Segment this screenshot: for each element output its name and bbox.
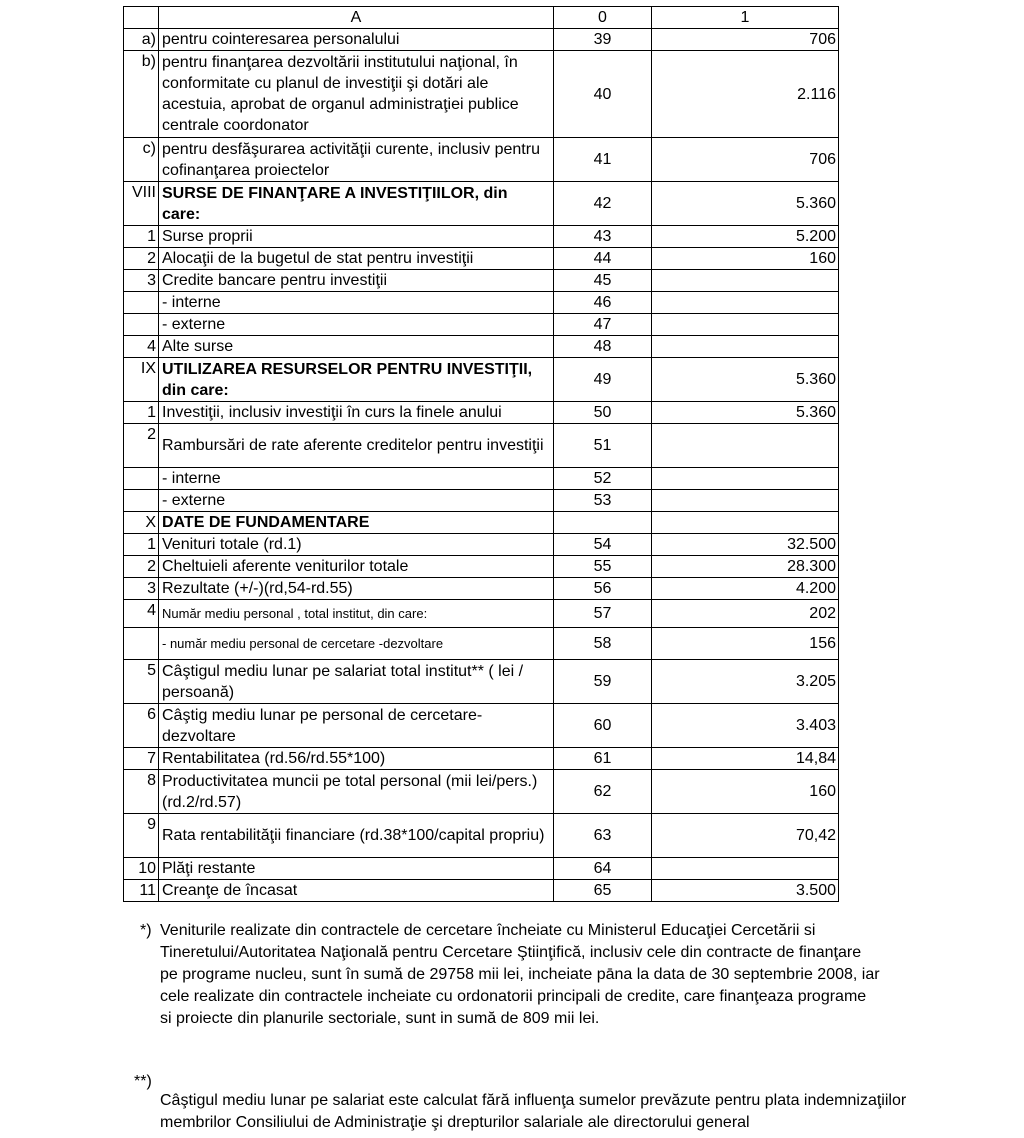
row-index-cell: 8 [124, 770, 159, 814]
row-value-cell: 4.200 [652, 578, 839, 600]
row-number-cell: 63 [554, 814, 652, 858]
row-value-cell [652, 270, 839, 292]
table-row [124, 138, 839, 182]
row-index-cell: IX [124, 358, 159, 402]
row-description-cell: DATE DE FUNDAMENTARE [159, 512, 554, 534]
table-row [124, 468, 839, 490]
row-value-cell: 160 [652, 248, 839, 270]
header-col-0: 0 [554, 7, 652, 29]
table-row [124, 534, 839, 556]
row-number-cell: 64 [554, 858, 652, 880]
row-index-cell [124, 490, 159, 512]
table-row [124, 748, 839, 770]
table-row [124, 336, 839, 358]
row-description-cell: Productivitatea muncii pe total personal (mii lei/pers.) (rd.2/rd.57) [159, 770, 554, 814]
table-row [124, 358, 839, 402]
row-description-cell: - interne [159, 292, 554, 314]
table-row [124, 182, 839, 226]
table-header-row [124, 7, 839, 29]
row-value-cell: 160 [652, 770, 839, 814]
row-description-cell: SURSE DE FINANŢARE A INVESTIŢIILOR, din care: [159, 182, 554, 226]
row-value-cell [652, 314, 839, 336]
row-number-cell: 57 [554, 600, 652, 628]
row-description-cell: - externe [159, 314, 554, 336]
row-number-cell: 40 [554, 51, 652, 138]
row-number-cell [554, 512, 652, 534]
row-index-cell [124, 468, 159, 490]
row-number-cell: 46 [554, 292, 652, 314]
row-number-cell: 50 [554, 402, 652, 424]
table-row [124, 51, 839, 138]
table-row [124, 402, 839, 424]
row-description-cell: Rambursări de rate aferente creditelor pentru investiţii [159, 424, 554, 468]
row-value-cell: 3.403 [652, 704, 839, 748]
row-value-cell [652, 512, 839, 534]
footnote-1-text: Veniturile realizate din contractele de cercetare încheiate cu Ministerul Educaţiei Cercetării si Tineretului/Autoritatea Naţională pentru Cercetare Ştiinţifică, inclusiv cele din contracte de finanţare pe programe nucleu, sunt în sumă de 29758 mii lei, incheiate pāna la data de 30 septembrie 2008, iar cele realizate din contractele incheiate cu ordonatorii principali de credite, care finanţeaza programe si proiecte din planurile sectoriale, sunt in sumă de 809 mii lei. [160, 922, 880, 1027]
table-row [124, 314, 839, 336]
footnote-2-marker: **) [134, 1073, 152, 1090]
row-description-cell: Plăţi restante [159, 858, 554, 880]
row-index-cell [124, 314, 159, 336]
row-value-cell: 5.360 [652, 182, 839, 226]
row-value-cell: 202 [652, 600, 839, 628]
row-index-cell: X [124, 512, 159, 534]
row-number-cell: 52 [554, 468, 652, 490]
row-description-cell: Rentabilitatea (rd.56/rd.55*100) [159, 748, 554, 770]
row-index-cell: 3 [124, 270, 159, 292]
financial-table [123, 6, 839, 902]
table-row [124, 292, 839, 314]
row-number-cell: 60 [554, 704, 652, 748]
footnote-2-text: Câştigul mediu lunar pe salariat este calculat fără influenţa sumelor prevăzute pentru plata indemnizaţiilor membrilor Consiliului de Administraţie şi drepturilor salariale ale directorului general [160, 1092, 907, 1131]
row-value-cell [652, 424, 839, 468]
row-index-cell [124, 628, 159, 660]
row-value-cell: 14,84 [652, 748, 839, 770]
table-row [124, 628, 839, 660]
row-index-cell: 2 [124, 556, 159, 578]
row-index-cell: 4 [124, 336, 159, 358]
row-description-cell: Alocaţii de la bugetul de stat pentru investiţii [159, 248, 554, 270]
row-index-cell: VIII [124, 182, 159, 226]
row-description-cell: Credite bancare pentru investiţii [159, 270, 554, 292]
row-index-cell: 6 [124, 704, 159, 748]
row-value-cell: 2.116 [652, 51, 839, 138]
row-index-cell: 1 [124, 226, 159, 248]
row-number-cell: 56 [554, 578, 652, 600]
row-index-cell: c) [124, 138, 159, 182]
row-description-cell: Surse proprii [159, 226, 554, 248]
table-row [124, 858, 839, 880]
row-number-cell: 45 [554, 270, 652, 292]
row-number-cell: 39 [554, 29, 652, 51]
table-row [124, 814, 839, 858]
row-value-cell: 5.360 [652, 402, 839, 424]
row-index-cell: 4 [124, 600, 159, 628]
row-description-cell: pentru finanţarea dezvoltării institutului naţional, în conformitate cu planul de investiţii şi dotări ale acestuia, aprobat de organul administraţiei publice centrale coordonator [159, 51, 554, 138]
row-value-cell: 32.500 [652, 534, 839, 556]
row-number-cell: 42 [554, 182, 652, 226]
row-index-cell: 11 [124, 880, 159, 902]
row-index-cell: 9 [124, 814, 159, 858]
row-description-cell: Alte surse [159, 336, 554, 358]
table-row [124, 578, 839, 600]
row-number-cell: 47 [554, 314, 652, 336]
row-description-cell: Cheltuieli aferente veniturilor totale [159, 556, 554, 578]
row-number-cell: 61 [554, 748, 652, 770]
row-index-cell [124, 292, 159, 314]
row-description-cell: Rezultate (+/-)(rd,54-rd.55) [159, 578, 554, 600]
row-number-cell: 43 [554, 226, 652, 248]
row-description-cell: pentru desfăşurarea activităţii curente, inclusiv pentru cofinanţarea proiectelor [159, 138, 554, 182]
row-value-cell: 28.300 [652, 556, 839, 578]
row-description-cell: UTILIZAREA RESURSELOR PENTRU INVESTIŢII, din care: [159, 358, 554, 402]
row-index-cell: 2 [124, 248, 159, 270]
row-number-cell: 51 [554, 424, 652, 468]
row-index-cell: 7 [124, 748, 159, 770]
header-col-a: A [159, 7, 554, 29]
table-row [124, 424, 839, 468]
row-description-cell: - interne [159, 468, 554, 490]
header-index-cell [124, 7, 159, 29]
row-index-cell: 10 [124, 858, 159, 880]
row-value-cell: 70,42 [652, 814, 839, 858]
table-row [124, 660, 839, 704]
row-number-cell: 54 [554, 534, 652, 556]
row-number-cell: 59 [554, 660, 652, 704]
row-number-cell: 62 [554, 770, 652, 814]
row-description-cell: pentru cointeresarea personalului [159, 29, 554, 51]
table-row [124, 29, 839, 51]
table-row [124, 770, 839, 814]
row-value-cell: 5.200 [652, 226, 839, 248]
table-row [124, 512, 839, 534]
row-description-cell: Venituri totale (rd.1) [159, 534, 554, 556]
row-number-cell: 55 [554, 556, 652, 578]
row-value-cell: 706 [652, 138, 839, 182]
row-index-cell: b) [124, 51, 159, 138]
row-number-cell: 53 [554, 490, 652, 512]
row-index-cell: 1 [124, 534, 159, 556]
row-description-cell: Creanţe de încasat [159, 880, 554, 902]
row-value-cell [652, 490, 839, 512]
table-row [124, 226, 839, 248]
table-row [124, 248, 839, 270]
table-row [124, 600, 839, 628]
header-col-1: 1 [652, 7, 839, 29]
row-description-cell: - număr mediu personal de cercetare -dezvoltare [159, 628, 554, 660]
row-value-cell: 3.500 [652, 880, 839, 902]
table-row [124, 556, 839, 578]
row-description-cell: Câştig mediu lunar pe personal de cercetare-dezvoltare [159, 704, 554, 748]
row-index-cell: a) [124, 29, 159, 51]
table-row [124, 490, 839, 512]
row-number-cell: 48 [554, 336, 652, 358]
row-value-cell [652, 336, 839, 358]
row-value-cell: 706 [652, 29, 839, 51]
row-description-cell: Număr mediu personal , total institut, din care: [159, 600, 554, 628]
row-number-cell: 44 [554, 248, 652, 270]
row-value-cell: 3.205 [652, 660, 839, 704]
row-value-cell [652, 858, 839, 880]
row-value-cell: 156 [652, 628, 839, 660]
row-index-cell: 2 [124, 424, 159, 468]
row-number-cell: 41 [554, 138, 652, 182]
row-description-cell: - externe [159, 490, 554, 512]
row-index-cell: 5 [124, 660, 159, 704]
row-description-cell: Investiţii, inclusiv investiţii în curs la finele anului [159, 402, 554, 424]
table-row [124, 704, 839, 748]
row-index-cell: 1 [124, 402, 159, 424]
row-description-cell: Câştigul mediu lunar pe salariat total institut** ( lei / persoană) [159, 660, 554, 704]
row-number-cell: 49 [554, 358, 652, 402]
row-value-cell [652, 292, 839, 314]
table-row [124, 880, 839, 902]
table-row [124, 270, 839, 292]
row-value-cell [652, 468, 839, 490]
row-number-cell: 65 [554, 880, 652, 902]
row-number-cell: 58 [554, 628, 652, 660]
row-index-cell: 3 [124, 578, 159, 600]
row-description-cell: Rata rentabilităţii financiare (rd.38*100/capital propriu) [159, 814, 554, 858]
footnote-1-marker: *) [140, 922, 152, 939]
row-value-cell: 5.360 [652, 358, 839, 402]
